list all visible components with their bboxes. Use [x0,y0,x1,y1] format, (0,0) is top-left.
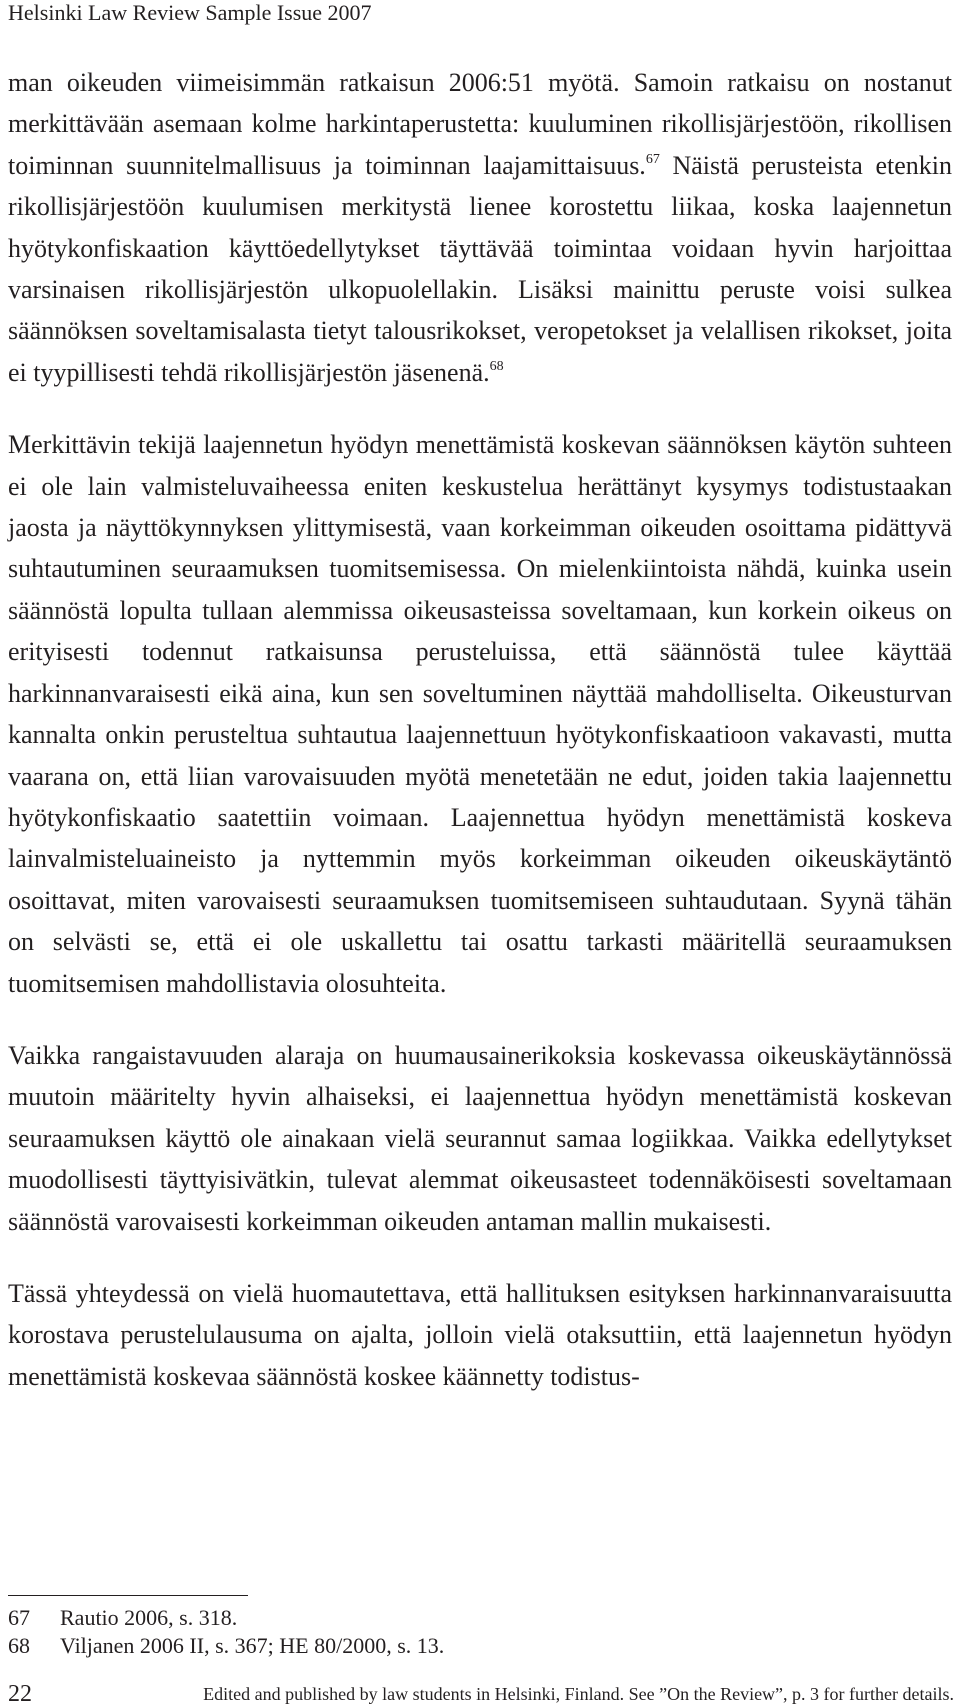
footnote-separator [8,1595,248,1596]
footnote [8,1632,444,1660]
footnote-reference-68[interactable]: 68 [489,358,504,374]
footnote [8,1604,444,1632]
footnote-number: 68 [8,1633,30,1658]
paragraph-2: Merkittävin tekijä laajennetun hyödyn menettämistä koskevan säännöksen käytön suhteen ei ole lain valmisteluvaiheessa eniten keskustelua herättänyt kysymys todistustaakan jaosta ja näyttökynnyksen ylittymisestä, vaan korkeimman oikeuden osoittama pidättyvä suhtautuminen seuraamuksen tuomitsemisessa. On mielenkiintoista nähdä, kuinka usein säännöstä lopulta tullaan alemmissa oikeusasteissa soveltamaan, kun korkein oikeus on erityisesti todennut ratkaisunsa perusteluissa, että säännöstä tulee käyttää harkinnanvaraisesti eikä aina, kun sen soveltuminen näyttää mahdolliselta. Oikeusturvan kannalta onkin perusteltua suhtautua laajennettuun hyötykonfiskaatioon vakavasti, mutta vaarana on, että liian varovaisuuden myötä menetetään ne edut, joiden takia laajennettu hyötykonfiskaatio saatettiin voimaan. Laajennettua hyödyn menettämistä koskeva lainvalmisteluaineisto ja nyttemmin myös korkeimman oikeuden oikeuskäytäntö osoittavat, miten varovaisesti seuraamuksen tuomitsemiseen suhtaudutaan. Syynä tähän on selvästi se, että ei ole uskallettu tai osattu tarkasti määritellä seuraamuksen tuomitsemisen mahdollistavia olosuhteita. [8,430,952,998]
footnote-number: 67 [8,1605,30,1630]
article-body [8,62,952,1397]
paragraph-3: Vaikka rangaistavuuden alaraja on huumausainerikoksia koskevassa oikeuskäytännössä muutoin määritelty hyvin alhaiseksi, ei laajennettua hyödyn menettämistä koskevan seuraamuksen käyttö ole ainakaan vielä seurannut samaa logiikkaa. Vaikka edellytykset muodollisesti täyttyisivätkin, tulevat alemmat oikeusasteet todennäköisesti soveltamaan säännöstä varovaisesti korkeimman oikeuden antaman mallin mukaisesti. [8,1040,952,1236]
footnote-text: Rautio 2006, s. 318. [60,1605,238,1630]
footnote-reference-67[interactable]: 67 [645,151,660,167]
running-header: Helsinki Law Review Sample Issue 2007 [8,0,372,25]
paragraph-4: Tässä yhteydessä on vielä huomautettava, että hallituksen esityksen harkinnanvaraisuutta korostava perustelulausuma on ajalta, jolloin vielä otaksuttiin, että laajennetun hyödyn menettämistä koskevaa säännöstä koskee käännetty todistus- [8,1278,952,1391]
footnote-text: Viljanen 2006 II, s. 367; HE 80/2000, s. 13. [60,1633,445,1658]
paragraph-1-part-b: Näistä perusteista etenkin rikollisjärjestöön kuulumisen merkitystä lienee korostettu liikaa, koska laajennetun hyötykonfiskaation käyttöedellytykset täyttävää toimintaa voidaan hyvin harjoittaa varsinaisen rikollisjärjestön ulkopuolellakin. Lisäksi mainittu peruste voisi sulkea säännöksen soveltamisalasta tietyt talousrikokset, veropetokset ja velallisen rikokset, joita ei tyypillisesti tehdä rikollisjärjestön jäsenenä. [8,150,952,387]
footer-note: Edited and published by law students in Helsinki, Finland. See ”On the Review”, p. 3 for further details. [203,1684,954,1704]
page-number: 22 [8,1681,32,1707]
paragraph-1 [8,62,952,393]
paragraph-1-part-a: man oikeuden viimeisimmän ratkaisun 2006:51 myötä. Samoin ratkaisu on nostanut merkittävään asemaan kolme harkintaperustetta: kuuluminen rikollisjärjestöön, rikollisen toiminnan suunnitelmallisuus ja toiminnan laajamittaisuus. [8,68,952,180]
footnotes [8,1604,444,1660]
